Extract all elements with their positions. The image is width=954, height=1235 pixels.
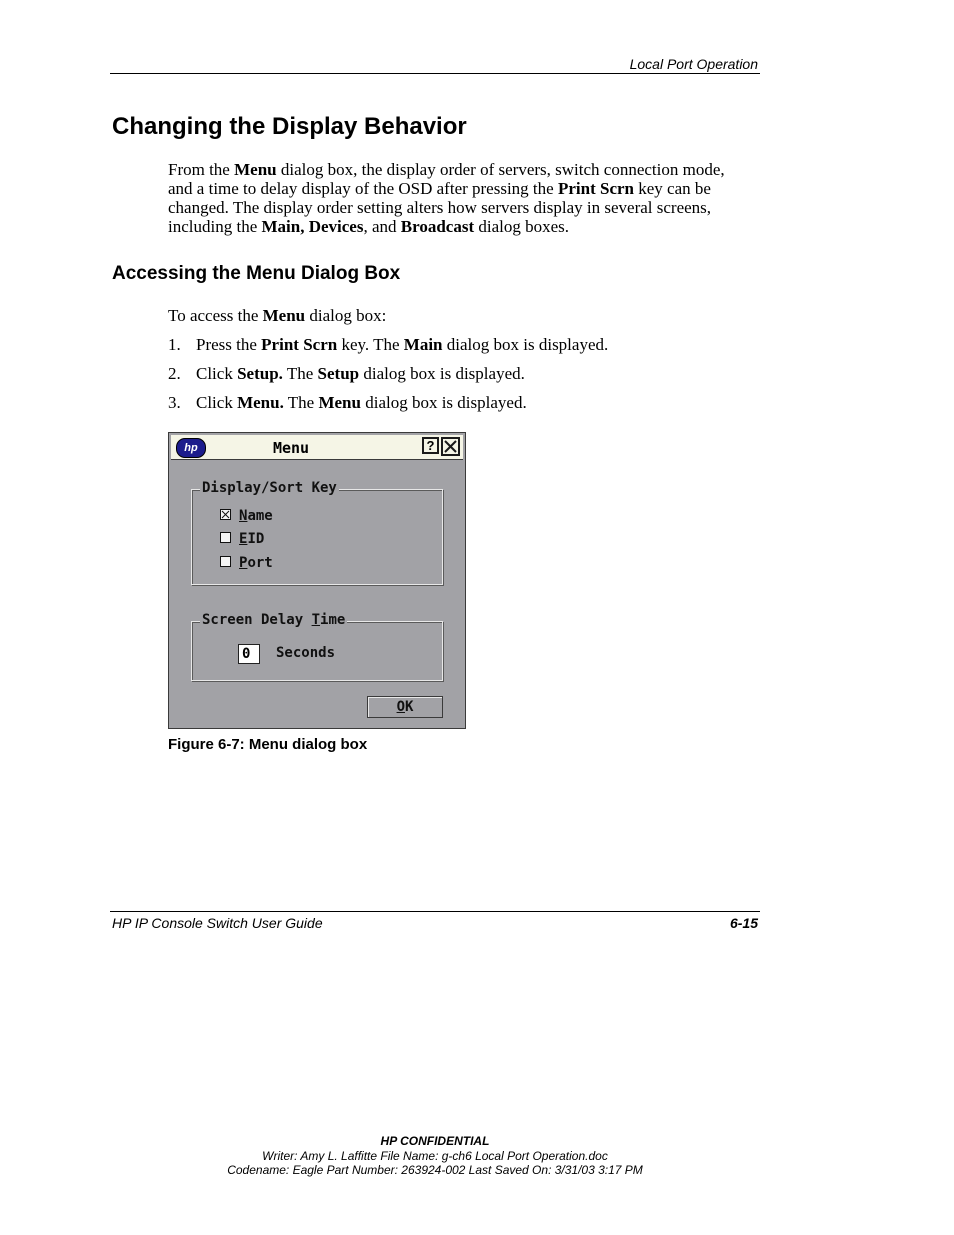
option-eid[interactable]: EID xyxy=(220,531,264,547)
document-meta-line-1: Writer: Amy L. Laffitte File Name: g-ch6 Local Port Operation.doc xyxy=(262,1149,608,1163)
page-number: 6-15 xyxy=(729,915,758,931)
ok-button[interactable]: OK xyxy=(367,696,443,718)
group-legend: Display/Sort Key xyxy=(202,480,337,496)
seconds-label: Seconds xyxy=(276,645,336,661)
menu-dialog xyxy=(168,432,466,729)
running-header: Local Port Operation xyxy=(629,56,758,72)
page-title: Changing the Display Behavior xyxy=(112,113,467,140)
document-meta-line-2: Codename: Eagle Part Number: 263924-002 Last Saved On: 3/31/03 3:17 PM xyxy=(227,1163,643,1177)
footer-rule xyxy=(110,911,760,912)
option-name[interactable]: Name xyxy=(220,508,273,524)
step-3: 3. Click Menu. The Menu dialog box is displayed. xyxy=(168,393,527,412)
help-button[interactable]: ? xyxy=(422,437,439,454)
eid-checkbox[interactable] xyxy=(220,532,231,543)
dialog-title: Menu xyxy=(272,439,310,457)
port-checkbox[interactable] xyxy=(220,556,231,567)
dialog-titlebar[interactable] xyxy=(171,435,463,460)
name-checkbox[interactable] xyxy=(220,509,231,520)
step-2: 2. Click Setup. The Setup dialog box is displayed. xyxy=(168,364,525,383)
screen-delay-group xyxy=(191,612,443,681)
header-rule xyxy=(110,73,760,74)
option-port[interactable]: Port xyxy=(220,555,273,571)
section-heading: Accessing the Menu Dialog Box xyxy=(112,263,401,284)
close-icon xyxy=(443,439,458,454)
delay-seconds-input[interactable]: 0 xyxy=(238,644,260,664)
close-button[interactable] xyxy=(441,437,460,456)
steps-intro: To access the Menu dialog box: xyxy=(168,306,387,325)
display-sort-key-group xyxy=(191,480,443,585)
figure-caption: Figure 6-7: Menu dialog box xyxy=(168,736,368,753)
hp-logo-icon: hp xyxy=(176,438,206,458)
checked-x-icon xyxy=(221,510,230,519)
confidential-notice: HP CONFIDENTIAL xyxy=(380,1134,490,1148)
intro-paragraph: From the Menu dialog box, the display order of servers, switch connection mode, and a time to delay display of the OSD after pressing the Print Scrn key can be changed. The display order setting alters how servers display in several screens, including the Main, Devices, and Broadcast dialog boxes. xyxy=(168,160,725,236)
step-1: 1. Press the Print Scrn key. The Main dialog box is displayed. xyxy=(168,335,609,354)
footer-title: HP IP Console Switch User Guide xyxy=(112,915,323,931)
group-legend: Screen Delay Time xyxy=(202,612,346,628)
